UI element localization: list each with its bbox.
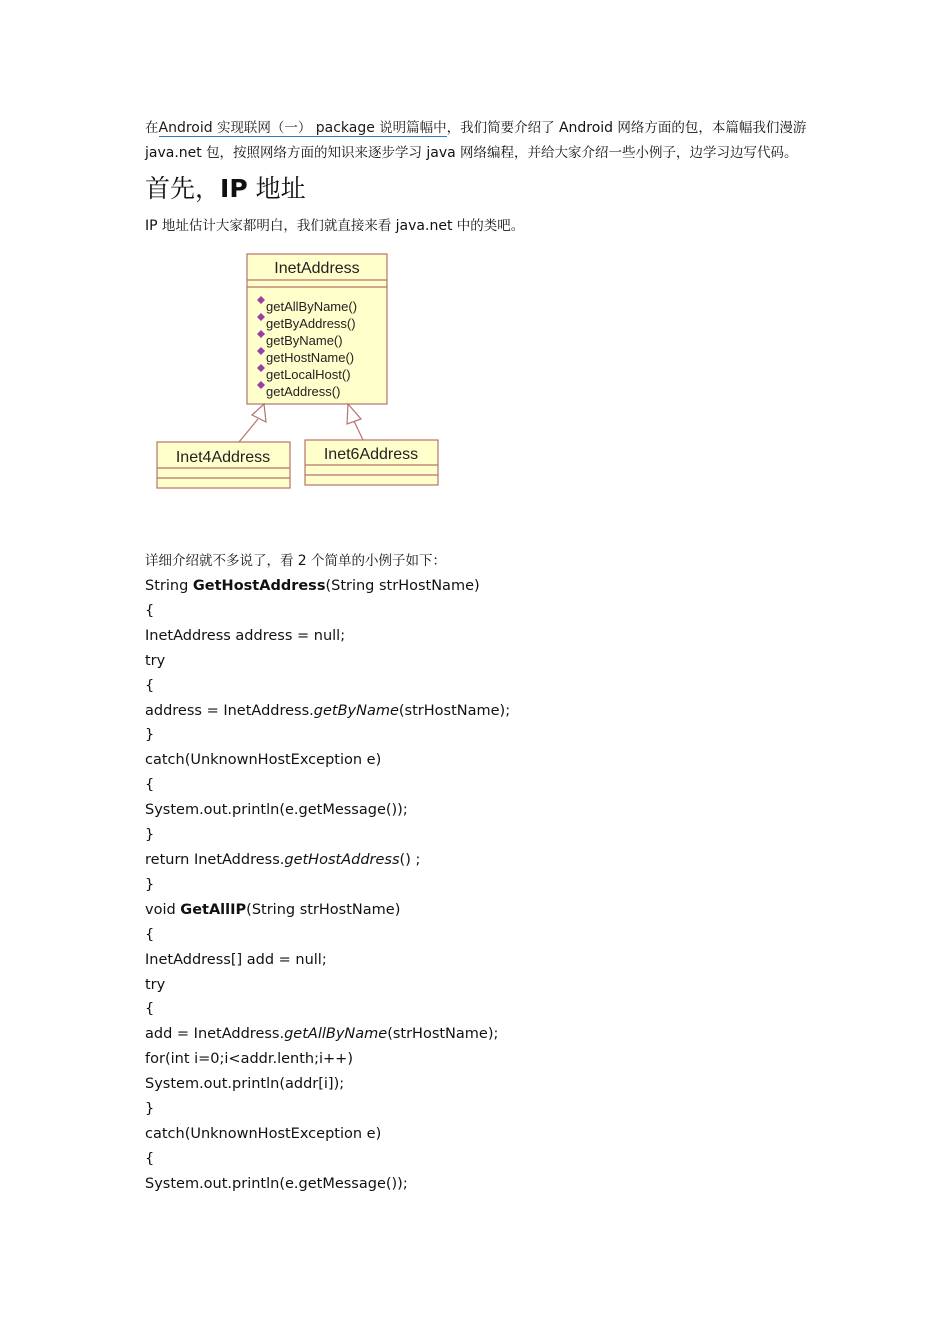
code-line: } — [145, 827, 155, 844]
method-name: getByAddress() — [266, 316, 356, 331]
code-line: } — [145, 1101, 155, 1118]
heading-text: 首先， — [145, 174, 221, 203]
code-line: address = InetAddress.getByName(strHostName); — [145, 702, 511, 719]
para-text: 地址估计大家都明白，我们就直接来看 — [161, 218, 392, 234]
code-line: void GetAllIP(String strHostName) — [145, 901, 401, 918]
examples-intro-text: 个简单的小例子如下： — [311, 553, 447, 569]
method-name: getHostName() — [266, 350, 355, 365]
class-diagram-svg — [145, 249, 455, 499]
link-text[interactable]: Android — [158, 120, 213, 136]
para-text: 中的类吧。 — [456, 218, 525, 234]
intro-paragraph — [145, 116, 815, 166]
code-line: try — [145, 976, 166, 993]
code-line: try — [145, 652, 166, 669]
code-line: catch(UnknownHostException e) — [145, 752, 382, 769]
inheritance-arrow-icon — [347, 404, 361, 424]
article-link[interactable] — [159, 120, 447, 137]
code-line: } — [145, 876, 155, 893]
inheritance-line — [354, 421, 363, 440]
code-line: { — [145, 1150, 155, 1167]
intro-text: java.net — [145, 145, 202, 161]
code-line: String GetHostAddress(String strHostName) — [145, 578, 480, 594]
method-name: getByName() — [266, 333, 343, 348]
inheritance-arrow-icon — [252, 404, 266, 422]
inet6address-class-name: Inet6Address — [323, 446, 419, 463]
heading-text: 地址 — [255, 174, 306, 203]
heading-text: IP — [220, 174, 248, 203]
para-text: IP — [145, 218, 158, 234]
class-diagram — [145, 249, 455, 499]
examples-intro — [145, 549, 815, 574]
code-line: InetAddress[] add = null; — [145, 951, 327, 968]
inetaddress-class-name: InetAddress — [274, 260, 360, 277]
intro-text: 网络编程，并给大家介绍一些小例子，边学习边写代码。 — [460, 145, 798, 161]
code-line: System.out.println(addr[i]); — [145, 1076, 345, 1093]
code-line: System.out.println(e.getMessage()); — [145, 802, 408, 819]
code-line: } — [145, 727, 155, 744]
ip-paragraph — [145, 214, 815, 239]
method-name: getAddress() — [266, 384, 341, 399]
document-page — [145, 116, 815, 1197]
code-line: { — [145, 602, 155, 619]
intro-text: Android — [558, 120, 614, 136]
intro-text: 在 — [145, 120, 159, 136]
code-line: { — [145, 926, 155, 943]
intro-text: 包，按照网络方面的知识来逐步学习 — [206, 145, 423, 161]
code-line: { — [145, 1001, 155, 1018]
method-name: getAllByName() — [266, 299, 358, 314]
code-line: { — [145, 677, 155, 694]
para-text: java.net — [395, 218, 453, 234]
code-line: return InetAddress.getHostAddress() ; — [145, 851, 421, 868]
examples-intro-text: 详细介绍就不多说了，看 — [145, 553, 294, 569]
code-line: { — [145, 777, 155, 794]
code-line: System.out.println(e.getMessage()); — [145, 1175, 408, 1192]
method-name: getLocalHost() — [266, 367, 351, 382]
code-line: for(int i=0;i<addr.lenth;i++) — [145, 1051, 353, 1068]
inheritance-line — [239, 419, 258, 442]
intro-text: 网络方面的包，本篇幅我们漫游 — [617, 120, 807, 136]
code-line: add = InetAddress.getAllByName(strHostName); — [145, 1026, 499, 1043]
code-block — [145, 574, 815, 1197]
link-text[interactable]: 实现联网（一） — [216, 120, 312, 136]
intro-text: java — [426, 145, 456, 161]
code-line: catch(UnknownHostException e) — [145, 1125, 382, 1142]
section-heading — [145, 172, 815, 206]
link-text[interactable]: package — [315, 120, 375, 136]
intro-text: ，我们简要介绍了 — [446, 120, 555, 136]
inet4address-class-name: Inet4Address — [175, 449, 271, 466]
examples-intro-text: 2 — [297, 553, 307, 569]
link-text[interactable]: 说明篇幅中 — [379, 120, 447, 136]
code-line: InetAddress address = null; — [145, 627, 346, 644]
